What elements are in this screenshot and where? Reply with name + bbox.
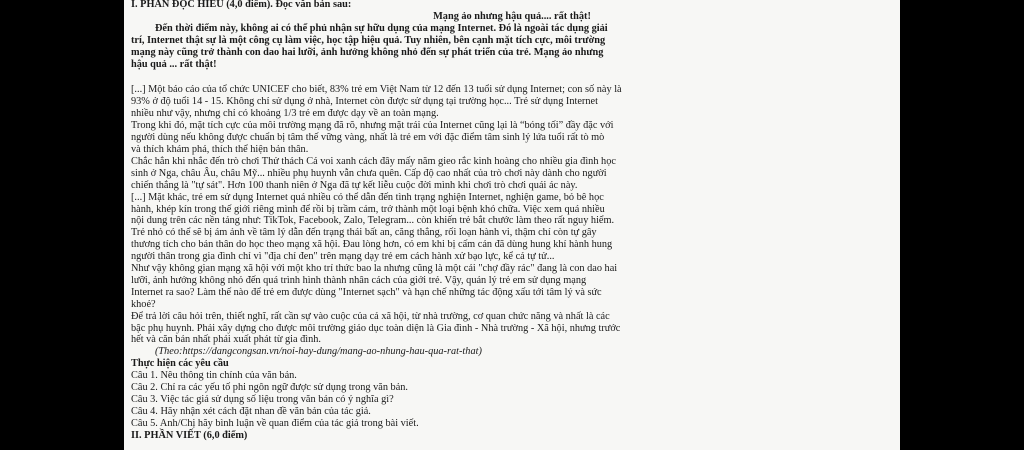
body-line: khoẻ? (131, 298, 156, 310)
document-page (124, 0, 900, 450)
body-line: hết và căn bản nhất phải xuất phát từ gia đình. (131, 334, 322, 346)
body-line: Để trả lời câu hỏi trên, thiết nghĩ, rất cần sự vào cuộc của cả xã hội, từ nhà trường, cơ quan chức năng và nhất là các (131, 310, 610, 322)
body-line: hành, khép kín trong thế giới riêng mình để rồi bị trầm cảm, trở thành một loại bệnh khó chữa. Việc xem quá nhiều (131, 203, 605, 215)
question-item: Câu 5. Anh/Chị hãy bình luận về quan điểm của tác giả trong bài viết. (131, 417, 419, 429)
source-citation: (Theo:https://dangcongsan.vn/noi-hay-dung/mang-ao-nhung-hau-qua-rat-that) (155, 346, 482, 358)
intro-line: hậu quả ... rất thật! (131, 58, 217, 70)
section-2-title: II. PHẦN VIẾT (6,0 điểm) (131, 429, 248, 441)
paragraph-gap (131, 70, 893, 84)
body-line: nhiều như vậy, nhưng chỉ có khoảng 1/3 trẻ em được dạy về an toàn mạng. (131, 108, 439, 120)
body-line: và thích khám phá, thích thể hiện bản thân. (131, 143, 309, 155)
body-line: Internet ra sao? Làm thế nào để trẻ em được dùng "Internet sạch" và hạn chế những tác động xấu tới tâm lý và sức (131, 286, 602, 298)
body-line: người thân trong gia đình chỉ vì "địa chỉ đen" trên mạng dạy trẻ em cách hành xử bạo lực, kể cả tự tử... (131, 251, 555, 263)
question-item: Câu 4. Hãy nhận xét cách đặt nhan đề văn bản của tác giả. (131, 405, 371, 417)
section-1-title: I. PHẦN ĐỌC HIỂU (4,0 điểm). Đọc văn bản sau: (131, 0, 352, 10)
body-line: 93% ở độ tuổi 14 - 15. Không chỉ sử dụng ở nhà, Internet còn được sử dụng tại trường học... Trẻ sử dụng Internet (131, 96, 598, 108)
body-line: Trong khi đó, mặt tích cực của môi trường mạng đã rõ, nhưng mặt trái của Internet cũng lại là “bóng tối” đầy đặc với (131, 120, 614, 132)
body-line: Trẻ nhỏ có thể sẽ bị ám ảnh về tâm lý dẫn đến trạng thái bất an, căng thẳng, rối loạn hành vi, thậm chí còn tự gây (131, 227, 597, 239)
body-line: nội dung trên các nền tảng như: TikTok, Facebook, Zalo, Telegram... còn khiến trẻ bắt chước làm theo rất nguy hiểm. (131, 215, 615, 227)
body-line: người dùng nếu không được chuẩn bị tâm thế vững vàng, nhất là trẻ em với đặc điểm tâm sinh lý lứa tuổi rất tò mò (131, 132, 605, 144)
passage-body (131, 84, 893, 346)
intro-line: Đến thời điểm này, không ai có thể phủ nhận sự hữu dụng của mạng Internet. Đó là ngoài tác dụng giải (155, 22, 608, 34)
body-line: Chắc hẳn khi nhắc đến trò chơi Thử thách Cá voi xanh cách đây mấy năm gieo rắc kinh hoàng cho nhiều gia đình học (131, 155, 616, 167)
question-item: Câu 1. Nêu thông tin chính của văn bản. (131, 370, 297, 382)
body-line: bậc phụ huynh. Phải xây dựng cho được môi trường giáo dục toàn diện là Gia đình - Nhà trường - Xã hội, nhưng trước (131, 322, 621, 334)
passage-title: Mạng ảo nhưng hậu quả.... rất thật! (433, 10, 591, 22)
question-item: Câu 2. Chỉ ra các yếu tố phi ngôn ngữ được sử dụng trong văn bản. (131, 382, 408, 394)
body-line: thương tích cho bản thân do học theo mạng xã hội. Đau lòng hơn, có em khi bị cấm cản đã dùng hung khí hành hung (131, 239, 613, 251)
intro-line: trí, Internet thật sự là một công cụ làm việc, học tập hiệu quả. Tuy nhiên, bên cạnh mặt tích cực, môi trường (131, 34, 606, 46)
tasks-heading: Thực hiện các yêu cầu (131, 358, 229, 370)
document-content (131, 0, 893, 442)
question-item: Câu 3. Việc tác giả sử dụng số liệu trong văn bản có ý nghĩa gì? (131, 394, 394, 405)
body-line: [...] Một báo cáo của tổ chức UNICEF cho biết, 83% trẻ em Việt Nam từ 12 đến 13 tuổi sử dụng Internet; con số này là (131, 84, 622, 96)
body-line: sinh ở Nga, châu Âu, châu Mỹ... nhiều phụ huynh vẫn chưa quên. Cấp độ cao nhất của trò chơi này dành cho người (131, 167, 607, 179)
body-line: lưỡi, ảnh hưởng không nhỏ đến quá trình hình thành nhân cách của giới trẻ. Vậy, quản lý trẻ em sử dụng mạng (131, 274, 587, 286)
body-line: chiến thắng là "tự sát". Hơn 100 thanh niên ở Nga đã tự kết liễu cuộc đời mình khi chơi trò chơi quái ác này. (131, 179, 578, 191)
body-line: Như vậy không gian mạng xã hội với một kho trí thức bao la nhưng cũng là một cái "chợ đầy rác" đang là con dao hai (131, 263, 618, 275)
intro-line: mạng này cũng trở thành con dao hai lưỡi, ảnh hưởng không nhỏ đến sự phát triển của trẻ. Mạng ảo nhưng (131, 46, 604, 58)
body-line: [...] Mặt khác, trẻ em sử dụng Internet quá nhiều có thể dẫn đến tình trạng nghiện Internet, nghiện game, bỏ bê học (131, 191, 604, 203)
